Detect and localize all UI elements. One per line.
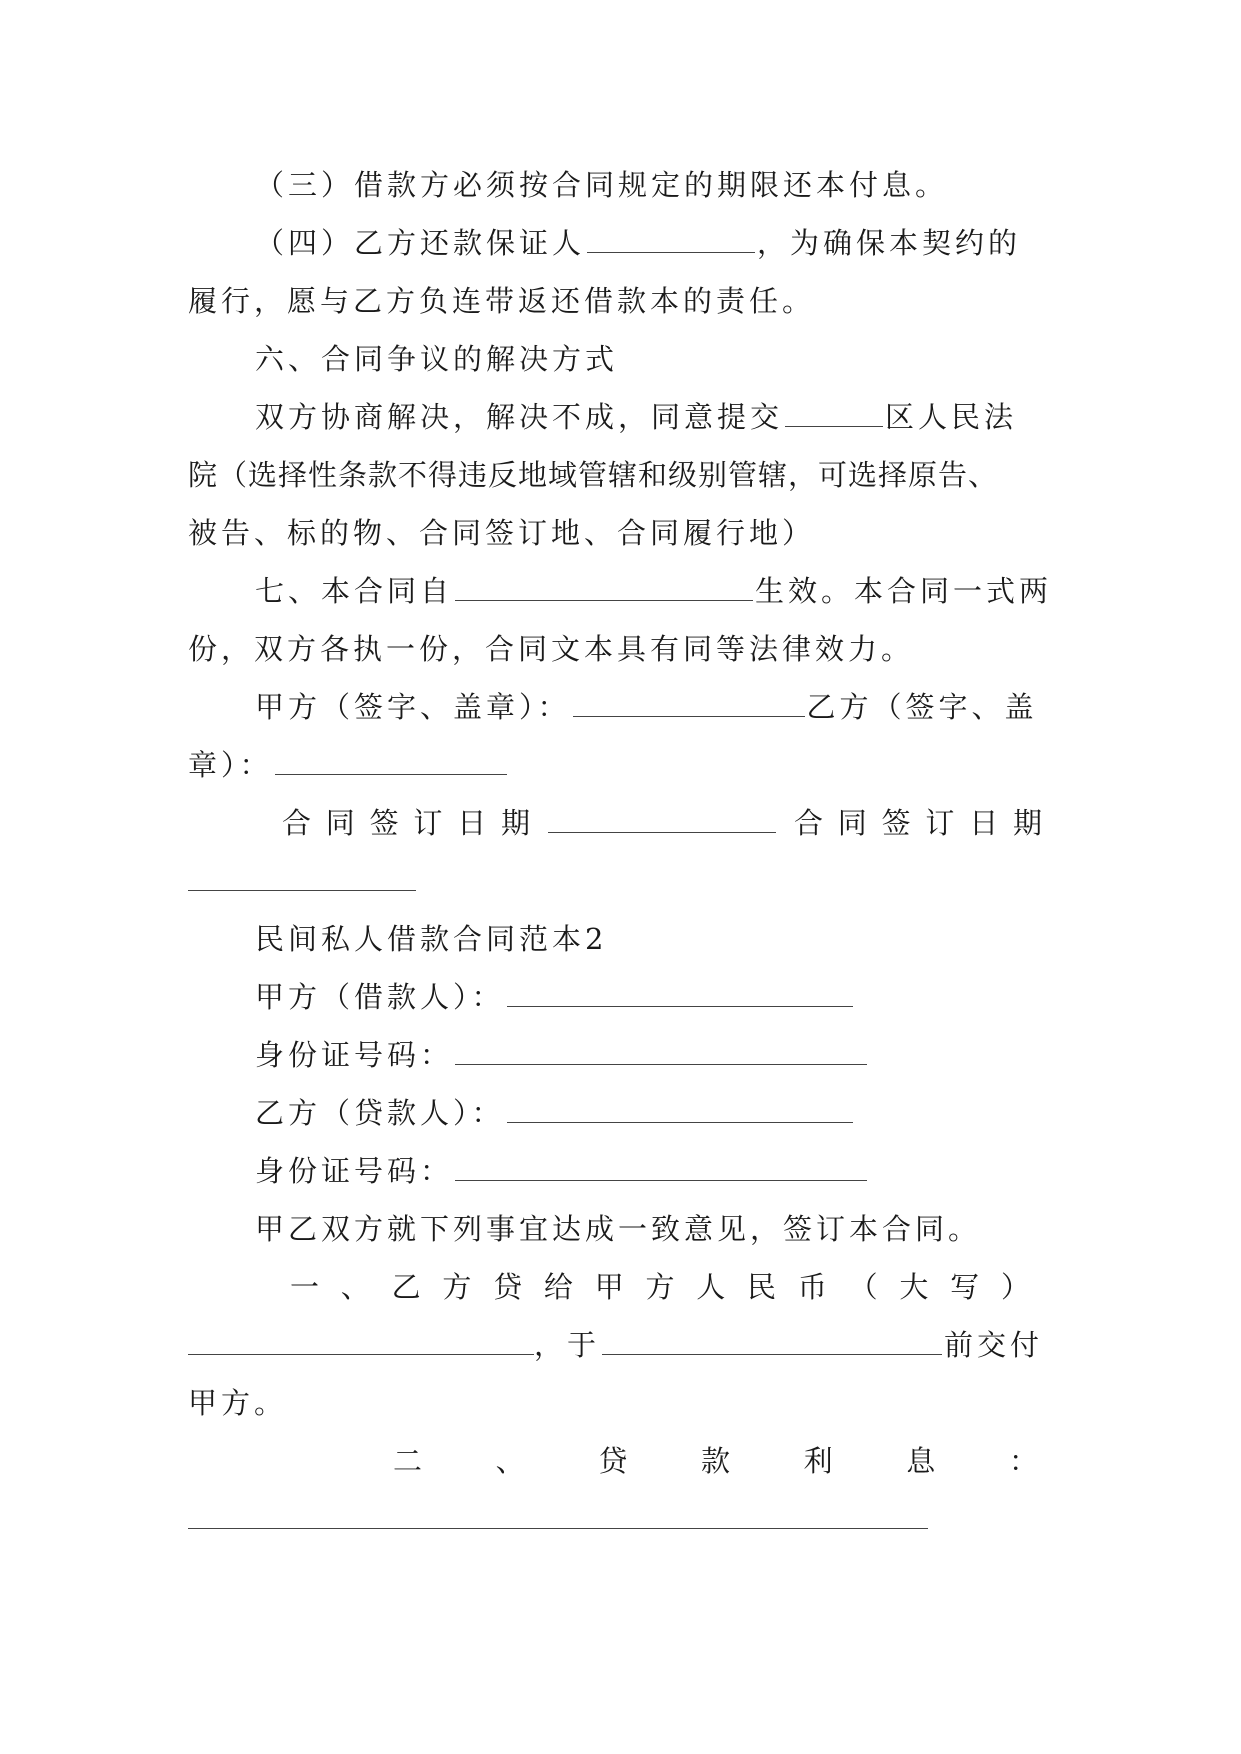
clause-4-line-cont: 履行，愿与乙方负连带返还借款本的责任。 [188,284,816,318]
clause-4-line: （四）乙方还款保证人 ，为确保本契约的 [255,226,1022,260]
party-a-sign-blank[interactable] [573,715,805,717]
clause-2-line-cont [188,1490,928,1548]
sign-date-blank-b[interactable] [188,889,416,891]
agreement-line: 甲乙双方就下列事宜达成一致意见，签订本合同。 [255,1212,982,1246]
interest-blank[interactable] [188,1527,928,1529]
section-6-heading: 六、合同争议的解决方式 [255,342,619,376]
lender-line: 乙方（贷款人）： [255,1084,855,1142]
party-b-sign-blank[interactable] [275,773,507,775]
signature-line: 甲方（签字、盖章）： 乙方（签字、盖 [255,690,1038,724]
template-2-title: 民间私人借款合同范本2 [255,922,608,956]
section-6-line-cont: 院（选择性条款不得违反地域管辖和级别管辖，可选择原告、 [188,458,999,492]
court-blank[interactable] [785,425,883,427]
borrower-blank[interactable] [507,1005,853,1007]
section-6-line: 双方协商解决，解决不成，同意提交 区人民法 [255,400,1018,434]
sign-date-blank-a[interactable] [548,831,776,833]
effective-blank[interactable] [455,599,753,601]
section-7-line: 七、本合同自 生效。本合同一式两 [255,574,1053,608]
lender-id-blank[interactable] [455,1179,867,1181]
guarantor-blank[interactable] [587,251,755,253]
borrower-id-line: 身份证号码： [255,1026,869,1084]
clause-1-line-cont2: 甲方。 [188,1386,288,1420]
clause-1-line-cont: ，于 前交付 [188,1316,1043,1374]
clause-3-line: （三）借款方必须按合同规定的期限还本付息。 [255,168,949,202]
lender-blank[interactable] [507,1121,853,1123]
signature-line-cont: 章）： [188,736,509,794]
clause-2-line: 二 、 贷 款 利 息 ： [393,1444,1038,1478]
sign-date-line-cont [188,852,416,910]
pay-date-blank[interactable] [602,1353,942,1355]
borrower-id-blank[interactable] [455,1063,867,1065]
amount-blank[interactable] [188,1353,534,1355]
section-6-line-cont2: 被告、标的物、合同签订地、合同履行地） [188,516,816,550]
borrower-line: 甲方（借款人）： [255,968,855,1026]
lender-id-line: 身份证号码： [255,1142,869,1200]
clause-1-line: 一 、 乙 方 贷 给 甲 方 人 民 币 （ 大 写 ） [290,1270,1030,1304]
section-7-line-cont: 份，双方各执一份，合同文本具有同等法律效力。 [188,632,915,666]
sign-date-line: 合 同 签 订 日 期 合 同 签 订 日 期 [282,806,1042,840]
